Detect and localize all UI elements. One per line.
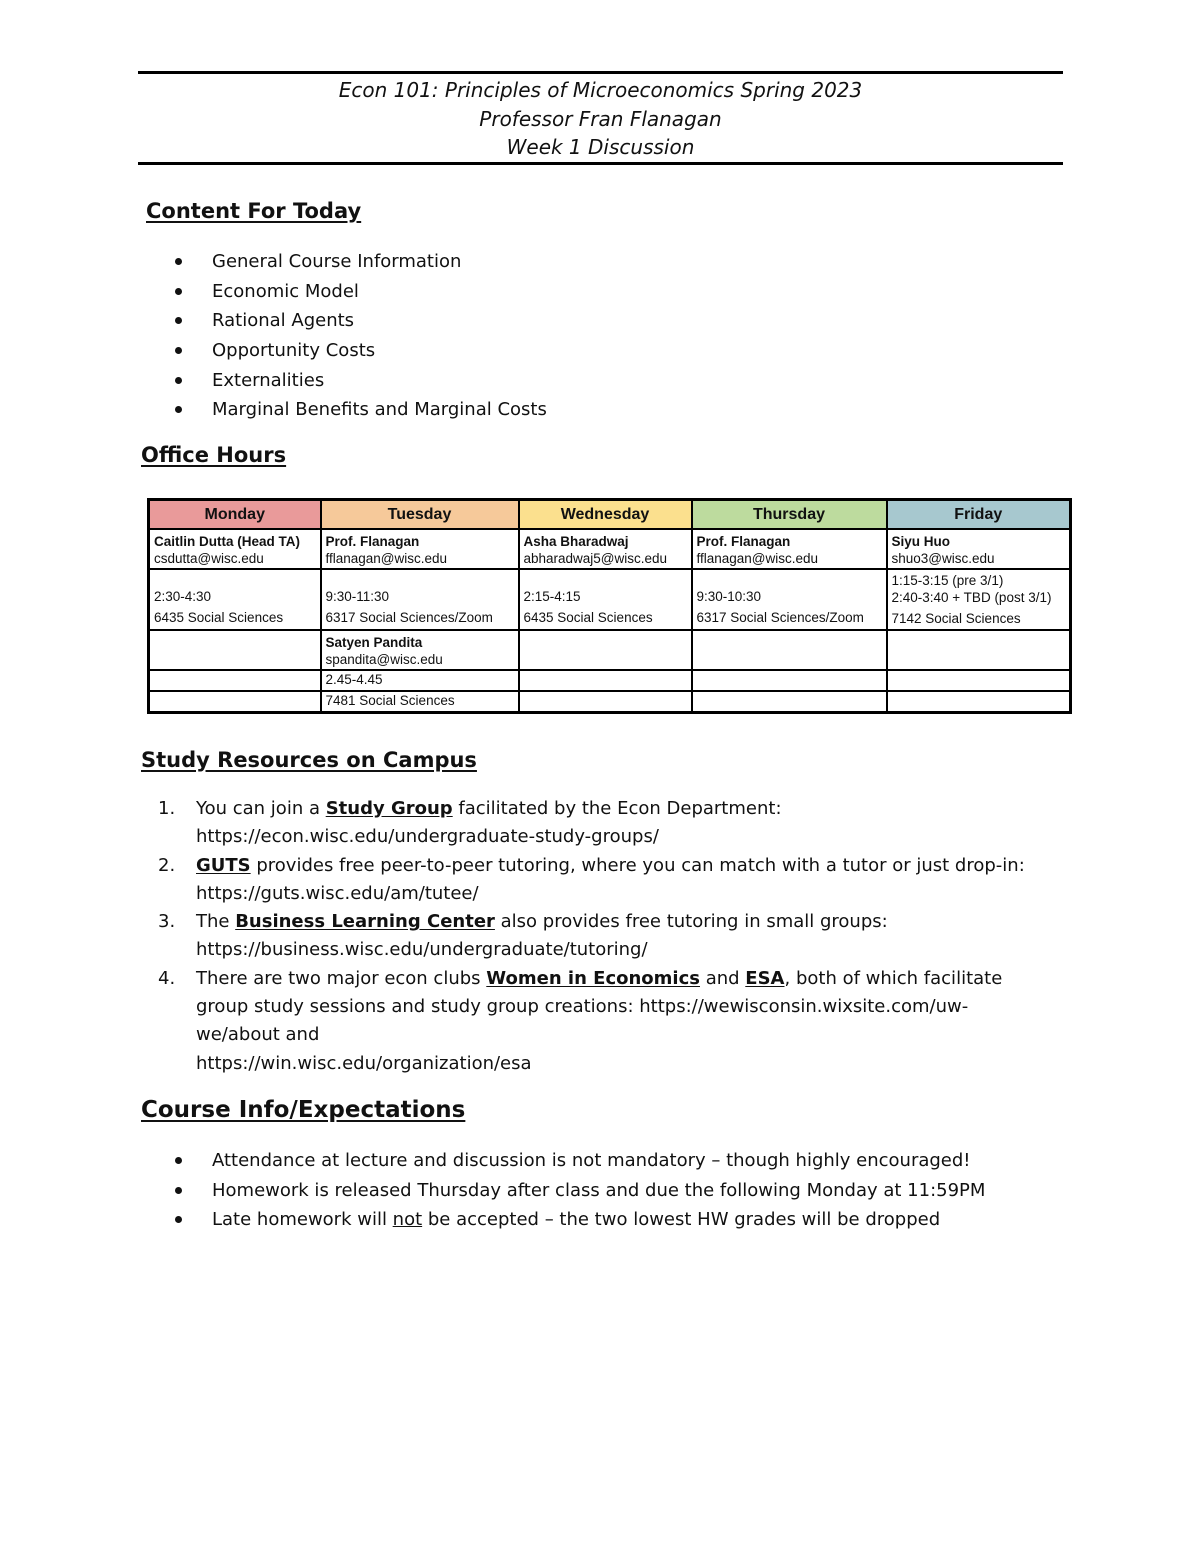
table-cell bbox=[692, 569, 887, 630]
table-cell bbox=[321, 691, 519, 713]
list-item: Economic Model bbox=[172, 277, 547, 307]
office-hour-room: 6435 Social Sciences bbox=[154, 610, 284, 625]
study-resources-heading: Study Resources on Campus bbox=[141, 748, 477, 772]
table-cell bbox=[519, 691, 692, 713]
table-cell bbox=[887, 569, 1071, 630]
course-info-heading: Course Info/Expectations bbox=[141, 1097, 466, 1123]
day-header-thursday: Thursday bbox=[692, 500, 887, 530]
item-text: The bbox=[196, 911, 236, 933]
course-title: Econ 101: Principles of Microeconomics Spring 2023 bbox=[338, 78, 863, 102]
day-header-friday: Friday bbox=[887, 500, 1071, 530]
instructor-email: spandita@wisc.edu bbox=[325, 652, 443, 667]
instructor-email: fflanagan@wisc.edu bbox=[696, 551, 819, 566]
course-info-list bbox=[172, 1146, 985, 1235]
item-text: provides free peer-to-peer tutoring, where you can match with a tutor or just drop-in: bbox=[250, 854, 1025, 876]
instructor-name: Satyen Pandita bbox=[325, 635, 423, 650]
week-label: Week 1 Discussion bbox=[506, 135, 695, 159]
office-hour-room: 7142 Social Sciences bbox=[891, 611, 1021, 626]
list-number: 3. bbox=[158, 911, 176, 933]
instructor-email: abharadwaj5@wisc.edu bbox=[523, 551, 668, 566]
business-learning-center-link[interactable]: Business Learning Center bbox=[235, 911, 495, 933]
instructor-name: Caitlin Dutta (Head TA) bbox=[154, 534, 300, 549]
instructor-name: Asha Bharadwaj bbox=[523, 534, 629, 549]
list-item: Opportunity Costs bbox=[172, 336, 547, 366]
instructor-email: shuo3@wisc.edu bbox=[891, 551, 995, 566]
item-text: There are two major econ clubs bbox=[196, 967, 487, 989]
item-text: also provides free tutoring in small groups: bbox=[494, 911, 888, 933]
list-item bbox=[158, 852, 1038, 909]
table-cell bbox=[887, 691, 1071, 713]
instructor-name: Siyu Huo bbox=[891, 534, 951, 549]
instructor-email: fflanagan@wisc.edu bbox=[325, 551, 448, 566]
office-hours-heading: Office Hours bbox=[141, 443, 287, 467]
women-in-economics-link[interactable]: Women in Economics bbox=[486, 967, 700, 989]
office-hour-room: 6435 Social Sciences bbox=[523, 610, 653, 625]
list-item: Marginal Benefits and Marginal Costs bbox=[172, 395, 547, 425]
table-cell bbox=[519, 670, 692, 691]
table-row bbox=[149, 670, 1071, 691]
table-cell bbox=[149, 529, 321, 569]
table-cell bbox=[149, 569, 321, 630]
office-hour-room: 6317 Social Sciences/Zoom bbox=[696, 610, 864, 625]
table-cell bbox=[519, 630, 692, 670]
office-hour-time: 2:15-4:15 bbox=[523, 589, 581, 604]
study-resources-list bbox=[158, 795, 1038, 1078]
day-header-monday: Monday bbox=[149, 500, 321, 530]
table-row bbox=[149, 569, 1071, 630]
list-number: 2. bbox=[158, 854, 176, 876]
resource-url[interactable]: https://win.wisc.edu/organization/esa bbox=[196, 1052, 532, 1074]
emphasis-word: not bbox=[392, 1209, 423, 1231]
list-item: Attendance at lecture and discussion is not mandatory – though highly encouraged! bbox=[172, 1146, 985, 1176]
table-cell bbox=[692, 670, 887, 691]
table-cell bbox=[887, 630, 1071, 670]
table-row bbox=[149, 529, 1071, 569]
day-header-tuesday: Tuesday bbox=[321, 500, 519, 530]
content-today-heading: Content For Today bbox=[146, 199, 362, 223]
item-text: You can join a bbox=[196, 798, 326, 819]
header-top-rule bbox=[138, 71, 1063, 74]
table-cell bbox=[519, 569, 692, 630]
table-cell bbox=[692, 630, 887, 670]
office-hours-table bbox=[147, 498, 1072, 714]
office-hour-time-alt: 2:40-3:40 + TBD (post 3/1) bbox=[891, 590, 1052, 605]
list-item: Externalities bbox=[172, 366, 547, 396]
item-text: , both of which facilitate group study sessions and study group creations: https://wewisconsin.wixsite.com/uw-we/about and bbox=[196, 967, 1003, 1046]
table-cell bbox=[519, 529, 692, 569]
table-cell bbox=[321, 569, 519, 630]
table-cell bbox=[887, 670, 1071, 691]
table-cell bbox=[887, 529, 1071, 569]
instructor-name: Prof. Flanagan bbox=[325, 534, 420, 549]
guts-link[interactable]: GUTS bbox=[196, 854, 251, 876]
office-hour-time: 1:15-3:15 (pre 3/1) bbox=[891, 573, 1004, 588]
office-hour-time: 2:30-4:30 bbox=[154, 589, 212, 604]
table-cell bbox=[321, 529, 519, 569]
list-item bbox=[172, 1205, 985, 1235]
list-item: Homework is released Thursday after class and due the following Monday at 11:59PM bbox=[172, 1176, 985, 1206]
item-text: Late homework will bbox=[212, 1209, 393, 1231]
professor-name: Professor Fran Flanagan bbox=[479, 107, 722, 131]
content-today-list bbox=[172, 247, 547, 425]
item-text: be accepted – the two lowest HW grades will be dropped bbox=[422, 1209, 941, 1231]
item-text: and bbox=[699, 967, 746, 989]
table-cell bbox=[149, 691, 321, 713]
study-group-link[interactable]: Study Group bbox=[325, 798, 453, 819]
office-hour-time: 9:30-10:30 bbox=[696, 589, 762, 604]
list-item bbox=[158, 965, 1038, 1078]
header-bottom-rule bbox=[138, 162, 1063, 165]
day-header-wednesday: Wednesday bbox=[519, 500, 692, 530]
table-cell bbox=[321, 670, 519, 691]
resource-url[interactable]: https://econ.wisc.edu/undergraduate-study-groups/ bbox=[196, 826, 659, 848]
instructor-email: csdutta@wisc.edu bbox=[154, 551, 264, 566]
list-item bbox=[158, 908, 1038, 965]
table-row bbox=[149, 691, 1071, 713]
table-row bbox=[149, 630, 1071, 670]
list-item: Rational Agents bbox=[172, 306, 547, 336]
table-cell bbox=[692, 691, 887, 713]
office-hour-time: 2.45-4.45 bbox=[325, 672, 383, 687]
office-hour-room: 6317 Social Sciences/Zoom bbox=[325, 610, 493, 625]
table-cell bbox=[692, 529, 887, 569]
list-item: General Course Information bbox=[172, 247, 547, 277]
list-item bbox=[158, 795, 1038, 852]
list-number: 4. bbox=[158, 967, 176, 989]
office-hour-time: 9:30-11:30 bbox=[325, 589, 390, 604]
table-cell bbox=[149, 670, 321, 691]
resource-url[interactable]: https://business.wisc.edu/undergraduate/tutoring/ bbox=[196, 939, 648, 961]
table-cell bbox=[321, 630, 519, 670]
office-hour-room: 7481 Social Sciences bbox=[325, 693, 455, 708]
esa-link[interactable]: ESA bbox=[745, 967, 785, 989]
table-cell bbox=[149, 630, 321, 670]
table-header-row bbox=[149, 500, 1071, 530]
resource-url[interactable]: https://guts.wisc.edu/am/tutee/ bbox=[196, 882, 479, 904]
instructor-name: Prof. Flanagan bbox=[696, 534, 791, 549]
item-text: facilitated by the Econ Department: bbox=[452, 798, 782, 819]
list-number: 1. bbox=[158, 798, 176, 819]
